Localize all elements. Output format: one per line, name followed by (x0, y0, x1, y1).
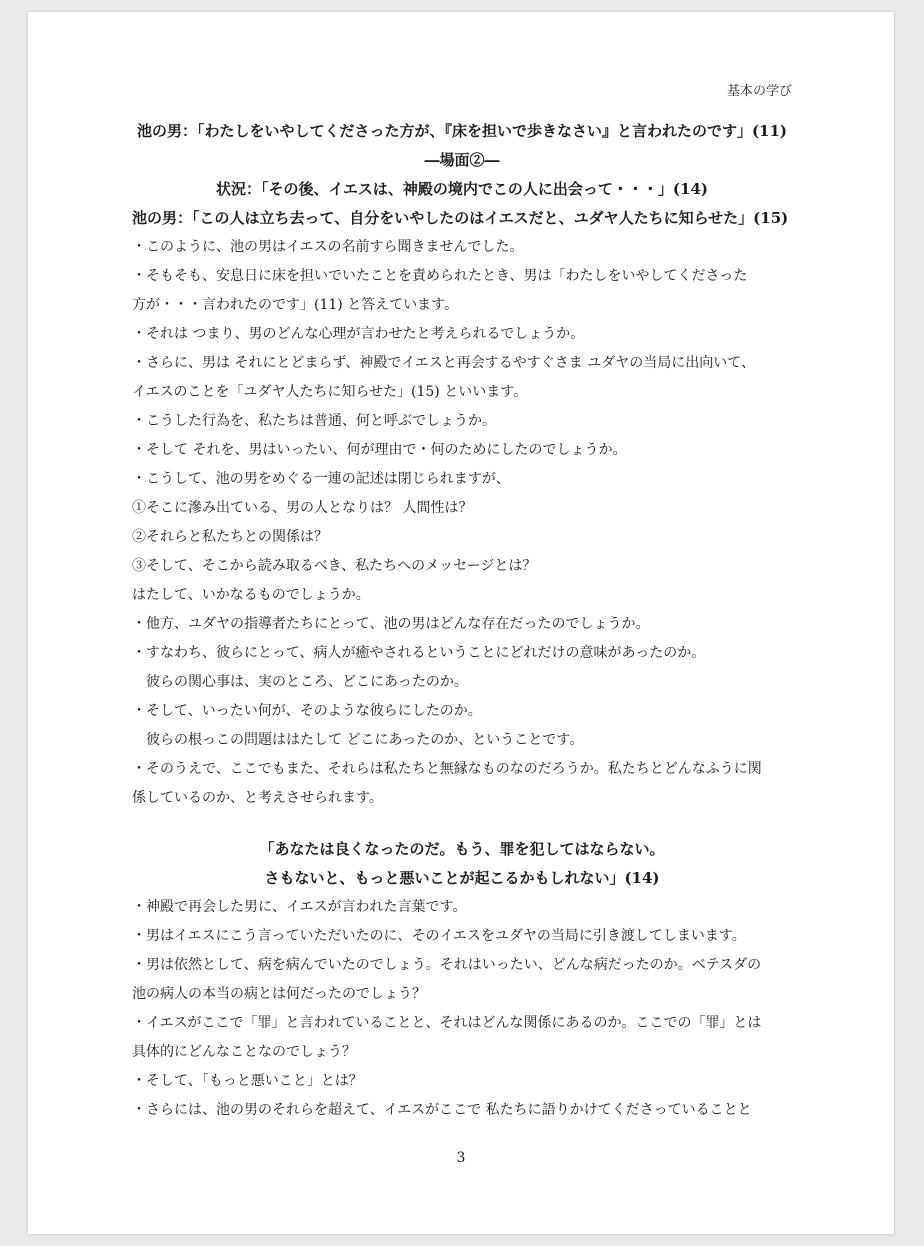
paragraph-line: ・そもそも、安息日に床を担いでいたことを責められたとき、男は「わたしをいやしてくださった (132, 268, 748, 284)
paragraph-line: ・男は依然として、病を病んでいたのでしょう。それはいったい、どんな病だったのか。ベテスダの (132, 957, 762, 973)
paragraph-line: はたして、いかなるものでしょうか。 (132, 587, 370, 603)
paragraph-line: ・さらに、男は それにとどまらず、神殿でイエスと再会するやすぐさま ユダヤの当局に出向いて、 (132, 355, 755, 371)
numbered-question: ①そこに滲み出ている、男の人となりは？ 人間性は？ (132, 500, 473, 516)
paragraph-line: 池の病人の本当の病とは何だったのでしょう？ (132, 986, 426, 1002)
document-page (28, 12, 894, 1234)
scene-heading: ―場面②― (424, 151, 500, 169)
heading-quote-11: 池の男：「わたしをいやしてくださった方が、『床を担いで歩きなさい』と言われたのです」(11) (136, 122, 788, 140)
section-label: 基本の学び (726, 84, 792, 99)
paragraph-line: ・そして それを、男はいったい、何が理由で・何のためにしたのでしょうか。 (132, 442, 627, 458)
numbered-question: ②それらと私たちとの関係は？ (132, 529, 328, 545)
paragraph-line: ・男はイエスにこう言っていただいたのに、そのイエスをユダヤの当局に引き渡してしまいます。 (132, 928, 746, 944)
paragraph-line: ・すなわち、彼らにとって、病人が癒やされるということにどれだけの意味があったのか。 (132, 645, 706, 661)
page-number: 3 (456, 1150, 466, 1166)
heading-quote-14-line2: さもないと、もっと悪いことが起こるかもしれない」(14) (264, 869, 660, 887)
paragraph-line: ・イエスがここで「罪」と言われていることと、それはどんな関係にあるのか。ここでの「罪」とは (132, 1015, 762, 1031)
paragraph-line: 係しているのか、と考えさせられます。 (132, 790, 383, 806)
paragraph-line: ・他方、ユダヤの指導者たちにとって、池の男はどんな存在だったのでしょうか。 (132, 616, 650, 632)
paragraph-line: ・こうして、池の男をめぐる一連の記述は閉じられますが、 (132, 471, 510, 487)
numbered-question: ③そして、そこから読み取るべき、私たちへのメッセージとは？ (132, 558, 537, 574)
paragraph-line: ・そのうえで、ここでもまた、それらは私たちと無縁なものなのだろうか。私たちとどんなふうに関 (132, 761, 762, 777)
paragraph-line: 方が・・・言われたのです」(11) と答えています。 (132, 297, 459, 313)
paragraph-line: ・それは つまり、男のどんな心理が言わせたと考えられるでしょうか。 (132, 326, 585, 342)
paragraph-line: ・そして、「もっと悪いこと」とは？ (132, 1073, 363, 1089)
paragraph-line: ・こうした行為を、私たちは普通、何と呼ぶでしょうか。 (132, 413, 496, 429)
paragraph-line: 彼らの関心事は、実のところ、どこにあったのか。 (132, 674, 468, 690)
paragraph-line: 具体的にどんなことなのでしょう？ (132, 1044, 356, 1060)
paragraph-line: 彼らの根っこの問題ははたして どこにあったのか、ということです。 (132, 732, 584, 748)
paragraph-line: イエスのことを「ユダヤ人たちに知らせた」(15) といいます。 (132, 384, 528, 400)
section-spacer (132, 813, 792, 835)
paragraph-line: ・神殿で再会した男に、イエスが言われた言葉です。 (132, 899, 467, 915)
paragraph-line: ・このように、池の男はイエスの名前すら聞きませんでした。 (132, 239, 524, 255)
heading-quote-14-line1: 「あなたは良くなったのだ。もう、罪を犯してはならない。 (259, 840, 665, 858)
paragraph-line: ・そして、いったい何が、そのような彼らにしたのか。 (132, 703, 482, 719)
situation-heading: 状況：「その後、イエスは、神殿の境内でこの人に出会って・・・」(14) (216, 180, 708, 198)
paragraph-line: ・さらには、池の男のそれらを超えて、イエスがここで 私たちに語りかけてくださっていることと (132, 1102, 752, 1118)
heading-quote-15: 池の男：「この人は立ち去って、自分をいやしたのはイエスだと、ユダヤ人たちに知らせた」(15) (132, 209, 789, 227)
document-body (132, 117, 792, 1125)
